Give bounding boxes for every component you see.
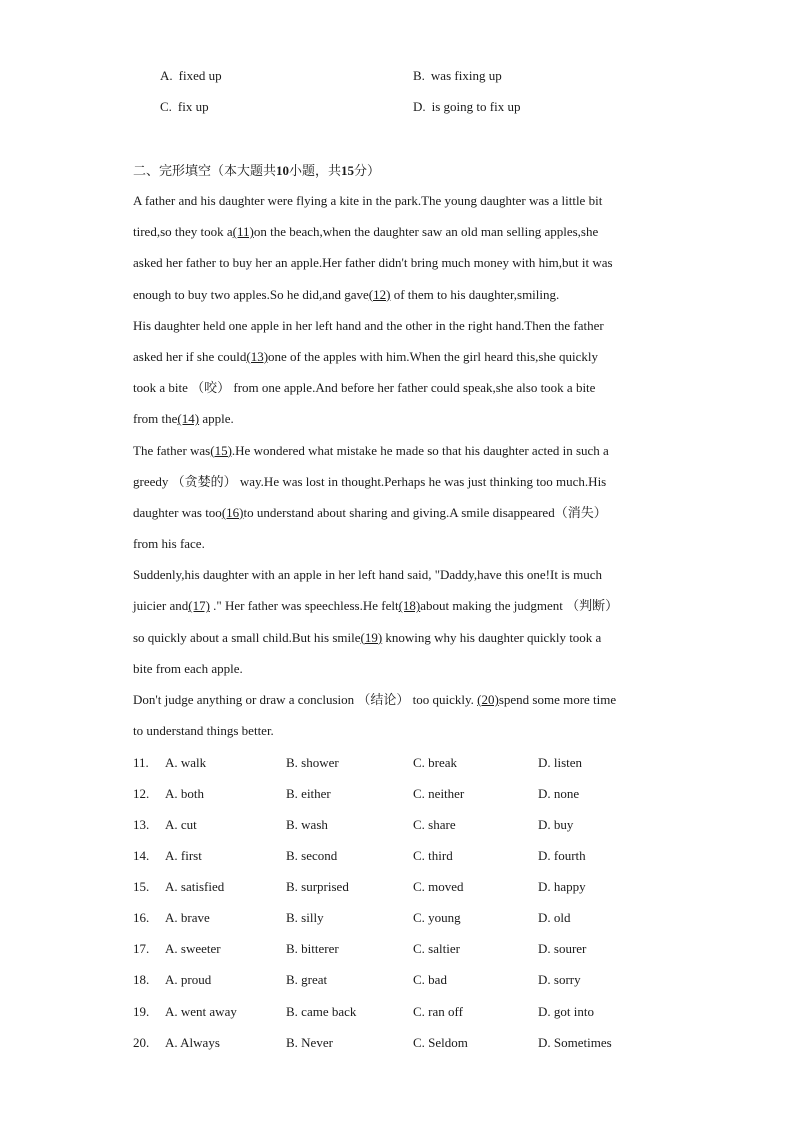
prev-option-a: A. fixed up (160, 68, 222, 83)
option-a: A. both (165, 786, 204, 801)
option-a: A. brave (165, 910, 210, 925)
option-b: B. came back (286, 1004, 357, 1019)
option-a: A. cut (165, 817, 197, 832)
option-c: C. ran off (413, 1004, 463, 1019)
blank-12: (12) (368, 286, 391, 302)
option-c: C. young (413, 910, 461, 925)
option-d: D. buy (538, 817, 574, 832)
cloze-passage (133, 185, 673, 746)
option-c: C. neither (413, 786, 465, 801)
prev-option-c: C. fix up (160, 99, 209, 114)
passage-line: asked her father to buy her an apple.Her father didn't bring much money with him,but it was (133, 255, 613, 271)
passage-line: asked her if she could(13)one of the apples with him.When the girl heard this,she quickly (133, 348, 599, 364)
passage-line: from his face. (133, 536, 205, 552)
question-number: 16. (133, 910, 150, 925)
passage-line: tired,so they took a(11)on the beach,when the daughter saw an old man selling apples,she (133, 224, 599, 240)
option-a: A. first (165, 848, 202, 863)
option-b: B. bitterer (286, 941, 339, 956)
question-row (133, 848, 693, 879)
passage-line: greedy （贪婪的） way.He was lost in thought.Perhaps he was just thinking too much.His (133, 473, 607, 489)
option-c: C. moved (413, 879, 464, 894)
option-b: B. Never (286, 1035, 333, 1050)
option-a: A. proud (165, 972, 212, 987)
blank-13: (13) (246, 348, 269, 364)
option-c: C. break (413, 755, 458, 770)
question-number: 13. (133, 817, 150, 832)
passage-line: A father and his daughter were flying a kite in the park.The young daughter was a little bit (133, 193, 603, 208)
question-row (133, 1035, 693, 1066)
option-d: D. listen (538, 755, 583, 770)
passage-line: juicier and(17) ." Her father was speechless.He felt(18)about making the judgment （判断） (133, 598, 619, 614)
question-number: 18. (133, 972, 150, 987)
question-number: 12. (133, 786, 150, 801)
passage-line: bite from each apple. (133, 660, 243, 676)
blank-11: (11) (232, 224, 254, 240)
section-title: 二、完形填空（本大题共10小题，共15分） (133, 163, 381, 178)
option-d: D. none (538, 786, 580, 801)
passage-line: enough to buy two apples.So he did,and gave(12) of them to his daughter,smiling. (133, 286, 560, 302)
prev-option-b: B. was fixing up (413, 68, 502, 83)
question-number: 17. (133, 941, 150, 956)
passage-line: Suddenly,his daughter with an apple in her left hand said, "Daddy,have this one!It is much (133, 567, 602, 583)
question-number: 14. (133, 848, 150, 863)
passage-line: from the(14) apple. (133, 411, 234, 427)
question-number: 11. (133, 755, 149, 770)
option-b: B. great (286, 972, 328, 987)
option-c: C. bad (413, 972, 447, 987)
option-d: D. sourer (538, 941, 587, 956)
option-b: B. shower (286, 755, 339, 770)
option-b: B. second (286, 848, 338, 863)
option-c: C. third (413, 848, 453, 863)
question-row (133, 1004, 693, 1035)
option-a: A. satisfied (165, 879, 225, 894)
question-row (133, 786, 693, 817)
option-c: C. Seldom (413, 1035, 468, 1050)
passage-line: to understand things better. (133, 723, 274, 739)
option-a: A. walk (165, 755, 207, 770)
option-b: B. either (286, 786, 331, 801)
option-d: D. Sometimes (538, 1035, 612, 1050)
question-row (133, 817, 693, 848)
option-d: D. got into (538, 1004, 594, 1019)
question-row (133, 910, 693, 941)
option-b: B. surprised (286, 879, 349, 894)
blank-20: (20) (477, 692, 499, 707)
option-d: D. happy (538, 879, 586, 894)
option-a: A. Always (165, 1035, 220, 1050)
option-b: B. silly (286, 910, 324, 925)
question-row (133, 755, 693, 786)
question-number: 20. (133, 1035, 150, 1050)
option-c: C. saltier (413, 941, 460, 956)
option-d: D. sorry (538, 972, 581, 987)
passage-line: The father was(15).He wondered what mistake he made so that his daughter acted in such a (133, 442, 609, 458)
passage-line: took a bite （咬） from one apple.And before her father could speak,she also took a bite (133, 380, 596, 396)
option-b: B. wash (286, 817, 328, 832)
blank-18: (18) (398, 598, 421, 614)
blank-17: (17) (188, 598, 210, 614)
question-row (133, 879, 693, 910)
option-c: C. share (413, 817, 456, 832)
option-a: A. sweeter (165, 941, 221, 956)
passage-line: daughter was too(16)to understand about sharing and giving.A smile disappeared（消失） (133, 504, 607, 520)
question-row (133, 941, 693, 972)
option-d: D. fourth (538, 848, 586, 863)
blank-15: (15) (210, 442, 232, 458)
blank-16: (16) (221, 504, 244, 520)
blank-14: (14) (177, 411, 200, 427)
question-row (133, 972, 693, 1003)
question-number: 19. (133, 1004, 150, 1019)
prev-option-d: D. is going to fix up (413, 99, 521, 114)
passage-line: Don't judge anything or draw a conclusion （结论） too quickly. (20)spend some more time (133, 692, 617, 707)
passage-line: His daughter held one apple in her left hand and the other in the right hand.Then the father (133, 317, 604, 333)
blank-19: (19) (360, 629, 383, 645)
option-d: D. old (538, 910, 571, 925)
option-a: A. went away (165, 1004, 237, 1019)
passage-line: so quickly about a small child.But his smile(19) knowing why his daughter quickly took a (133, 629, 602, 645)
question-number: 15. (133, 879, 150, 894)
